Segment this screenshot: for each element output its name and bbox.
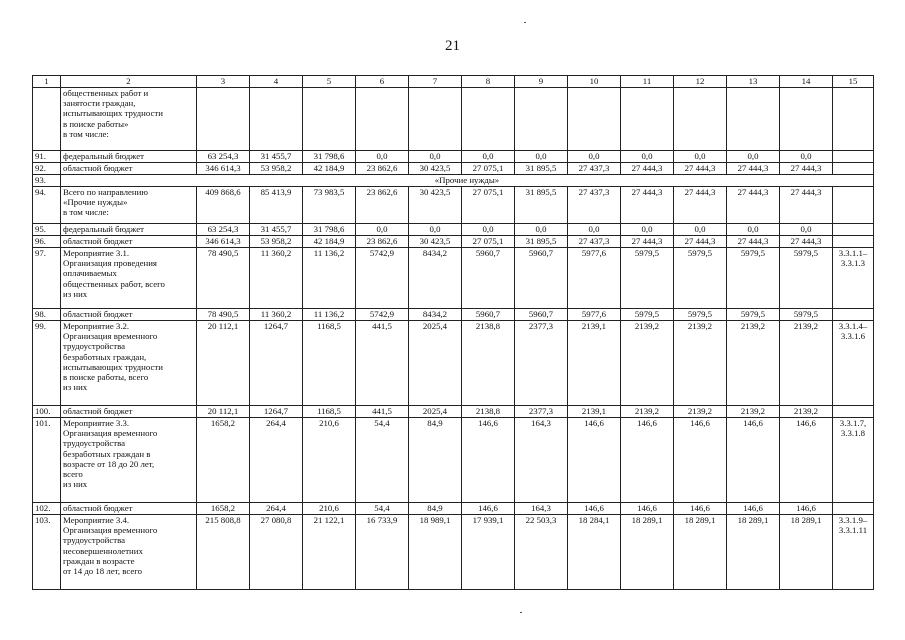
value-cell: 346 614,3 bbox=[197, 236, 250, 248]
value-cell bbox=[568, 88, 621, 151]
value-cell: 264,4 bbox=[250, 418, 303, 503]
value-cell: 5979,5 bbox=[621, 248, 674, 309]
value-cell: 5979,5 bbox=[621, 309, 674, 321]
value-cell: 2025,4 bbox=[409, 406, 462, 418]
value-cell: 2138,8 bbox=[462, 406, 515, 418]
value-cell: 146,6 bbox=[462, 503, 515, 515]
reference-cell bbox=[833, 406, 874, 418]
value-cell: 20 112,1 bbox=[197, 406, 250, 418]
value-cell: 2139,2 bbox=[727, 406, 780, 418]
row-name: областной бюджет bbox=[61, 309, 197, 321]
value-cell bbox=[250, 88, 303, 151]
column-header: 3 bbox=[197, 76, 250, 88]
value-cell: 53 958,2 bbox=[250, 163, 303, 175]
value-cell: 23 862,6 bbox=[356, 163, 409, 175]
value-cell: 27 444,3 bbox=[727, 187, 780, 224]
value-cell: 2139,2 bbox=[780, 321, 833, 406]
value-cell bbox=[197, 88, 250, 151]
value-cell: 210,6 bbox=[303, 503, 356, 515]
row-number: 96. bbox=[33, 236, 61, 248]
value-cell: 27 075,1 bbox=[462, 236, 515, 248]
value-cell: 11 136,2 bbox=[303, 309, 356, 321]
value-cell: 146,6 bbox=[621, 418, 674, 503]
reference-cell bbox=[833, 163, 874, 175]
row-name: федеральный бюджет bbox=[61, 151, 197, 163]
row-number: 97. bbox=[33, 248, 61, 309]
row-number: 103. bbox=[33, 515, 61, 590]
value-cell: 2025,4 bbox=[409, 321, 462, 406]
column-header: 12 bbox=[674, 76, 727, 88]
value-cell: 441,5 bbox=[356, 406, 409, 418]
column-header: 2 bbox=[61, 76, 197, 88]
value-cell: 5742,9 bbox=[356, 248, 409, 309]
value-cell: 2138,8 bbox=[462, 321, 515, 406]
value-cell: 5979,5 bbox=[727, 309, 780, 321]
reference-cell: 3.3.1.7, 3.3.1.8 bbox=[833, 418, 874, 503]
value-cell: 27 437,3 bbox=[568, 236, 621, 248]
value-cell: 0,0 bbox=[780, 224, 833, 236]
value-cell: 146,6 bbox=[780, 503, 833, 515]
value-cell bbox=[303, 88, 356, 151]
value-cell bbox=[621, 88, 674, 151]
row-number: 99. bbox=[33, 321, 61, 406]
scan-speck bbox=[524, 22, 526, 23]
table-row bbox=[33, 406, 874, 418]
value-cell: 18 289,1 bbox=[727, 515, 780, 590]
column-header: 4 bbox=[250, 76, 303, 88]
column-header: 7 bbox=[409, 76, 462, 88]
value-cell bbox=[515, 88, 568, 151]
value-cell: 164,3 bbox=[515, 503, 568, 515]
value-cell: 5960,7 bbox=[462, 309, 515, 321]
value-cell: 54,4 bbox=[356, 418, 409, 503]
value-cell: 27 444,3 bbox=[780, 163, 833, 175]
value-cell: 2139,2 bbox=[780, 406, 833, 418]
value-cell: 27 444,3 bbox=[780, 187, 833, 224]
table-row bbox=[33, 503, 874, 515]
value-cell: 27 444,3 bbox=[780, 236, 833, 248]
value-cell: 0,0 bbox=[674, 151, 727, 163]
value-cell: 5960,7 bbox=[515, 248, 568, 309]
value-cell: 18 989,1 bbox=[409, 515, 462, 590]
value-cell: 27 080,8 bbox=[250, 515, 303, 590]
value-cell: 11 136,2 bbox=[303, 248, 356, 309]
value-cell: 0,0 bbox=[621, 151, 674, 163]
value-cell: 0,0 bbox=[780, 151, 833, 163]
value-cell: 146,6 bbox=[674, 418, 727, 503]
value-cell: 0,0 bbox=[409, 151, 462, 163]
value-cell: 164,3 bbox=[515, 418, 568, 503]
column-header: 5 bbox=[303, 76, 356, 88]
value-cell: 78 490,5 bbox=[197, 309, 250, 321]
reference-cell: 3.3.1.1– 3.3.1.3 bbox=[833, 248, 874, 309]
value-cell: 27 444,3 bbox=[621, 163, 674, 175]
page-number: 21 bbox=[445, 38, 460, 54]
value-cell: 5979,5 bbox=[674, 309, 727, 321]
value-cell: 54,4 bbox=[356, 503, 409, 515]
value-cell: 20 112,1 bbox=[197, 321, 250, 406]
value-cell: 0,0 bbox=[409, 224, 462, 236]
value-cell: 27 444,3 bbox=[674, 163, 727, 175]
value-cell: 2377,3 bbox=[515, 406, 568, 418]
reference-cell bbox=[833, 151, 874, 163]
table-row bbox=[33, 88, 874, 151]
value-cell: 21 122,1 bbox=[303, 515, 356, 590]
value-cell: 8434,2 bbox=[409, 309, 462, 321]
column-header: 15 bbox=[833, 76, 874, 88]
table-row bbox=[33, 321, 874, 406]
column-header: 13 bbox=[727, 76, 780, 88]
row-number: 93. bbox=[33, 175, 61, 187]
row-name: Мероприятие 3.3. Организация временного трудоустройства безработных граждан в возрасте от 18 до 20 лет, всего из них bbox=[61, 418, 197, 503]
value-cell: 42 184,9 bbox=[303, 236, 356, 248]
value-cell: 5979,5 bbox=[727, 248, 780, 309]
value-cell: 0,0 bbox=[568, 224, 621, 236]
row-number: 102. bbox=[33, 503, 61, 515]
value-cell: 78 490,5 bbox=[197, 248, 250, 309]
value-cell: 0,0 bbox=[727, 224, 780, 236]
value-cell: 31 895,5 bbox=[515, 236, 568, 248]
value-cell: 5977,6 bbox=[568, 309, 621, 321]
value-cell: 215 808,8 bbox=[197, 515, 250, 590]
reference-cell bbox=[833, 236, 874, 248]
value-cell: 0,0 bbox=[462, 224, 515, 236]
value-cell: 1658,2 bbox=[197, 418, 250, 503]
row-name: областной бюджет bbox=[61, 503, 197, 515]
value-cell: 27 437,3 bbox=[568, 187, 621, 224]
row-number bbox=[33, 88, 61, 151]
table-row bbox=[33, 418, 874, 503]
value-cell: 146,6 bbox=[727, 418, 780, 503]
value-cell: 31 455,7 bbox=[250, 151, 303, 163]
reference-cell bbox=[833, 309, 874, 321]
value-cell: 31 798,6 bbox=[303, 224, 356, 236]
value-cell: 264,4 bbox=[250, 503, 303, 515]
value-cell: 210,6 bbox=[303, 418, 356, 503]
value-cell: 22 503,3 bbox=[515, 515, 568, 590]
value-cell: 31 895,5 bbox=[515, 163, 568, 175]
value-cell: 1168,5 bbox=[303, 406, 356, 418]
table-header-row bbox=[33, 76, 874, 88]
row-number: 92. bbox=[33, 163, 61, 175]
value-cell: 2139,2 bbox=[621, 406, 674, 418]
row-number: 101. bbox=[33, 418, 61, 503]
value-cell: 27 444,3 bbox=[727, 163, 780, 175]
value-cell: 5742,9 bbox=[356, 309, 409, 321]
value-cell: 30 423,5 bbox=[409, 236, 462, 248]
row-name: Мероприятие 3.1. Организация проведения оплачиваемых общественных работ, всего из них bbox=[61, 248, 197, 309]
row-number: 95. bbox=[33, 224, 61, 236]
value-cell: 0,0 bbox=[356, 151, 409, 163]
row-name: общественных работ и занятости граждан, испытывающих трудности в поиске работы» в том числе: bbox=[61, 88, 197, 151]
value-cell: 27 444,3 bbox=[674, 236, 727, 248]
value-cell: 11 360,2 bbox=[250, 309, 303, 321]
row-name: Мероприятие 3.4. Организация временного трудоустройства несовершеннолетних граждан в возрасте от 14 до 18 лет, всего bbox=[61, 515, 197, 590]
section-title: «Прочие нужды» bbox=[61, 175, 874, 187]
column-header: 10 bbox=[568, 76, 621, 88]
value-cell: 53 958,2 bbox=[250, 236, 303, 248]
column-header: 8 bbox=[462, 76, 515, 88]
value-cell: 2139,2 bbox=[674, 321, 727, 406]
row-name: областной бюджет bbox=[61, 406, 197, 418]
value-cell: 146,6 bbox=[621, 503, 674, 515]
value-cell: 31 455,7 bbox=[250, 224, 303, 236]
value-cell: 27 444,3 bbox=[674, 187, 727, 224]
value-cell: 1658,2 bbox=[197, 503, 250, 515]
value-cell: 18 284,1 bbox=[568, 515, 621, 590]
column-header: 14 bbox=[780, 76, 833, 88]
value-cell: 0,0 bbox=[462, 151, 515, 163]
value-cell bbox=[780, 88, 833, 151]
value-cell: 27 444,3 bbox=[621, 187, 674, 224]
value-cell: 31 798,6 bbox=[303, 151, 356, 163]
value-cell: 0,0 bbox=[621, 224, 674, 236]
value-cell: 63 254,3 bbox=[197, 224, 250, 236]
value-cell: 23 862,6 bbox=[356, 236, 409, 248]
value-cell bbox=[674, 88, 727, 151]
value-cell: 84,9 bbox=[409, 503, 462, 515]
reference-cell: 3.3.1.4– 3.3.1.6 bbox=[833, 321, 874, 406]
value-cell: 27 437,3 bbox=[568, 163, 621, 175]
value-cell bbox=[356, 88, 409, 151]
value-cell: 17 939,1 bbox=[462, 515, 515, 590]
value-cell bbox=[462, 88, 515, 151]
value-cell: 146,6 bbox=[568, 503, 621, 515]
row-name: Мероприятие 3.2. Организация временного трудоустройства безработных граждан, испытывающих трудности в поиске работы, всего из них bbox=[61, 321, 197, 406]
value-cell: 441,5 bbox=[356, 321, 409, 406]
value-cell: 2377,3 bbox=[515, 321, 568, 406]
column-header: 1 bbox=[33, 76, 61, 88]
column-header: 6 bbox=[356, 76, 409, 88]
table-row bbox=[33, 151, 874, 163]
value-cell: 18 289,1 bbox=[780, 515, 833, 590]
table-row bbox=[33, 248, 874, 309]
value-cell: 31 895,5 bbox=[515, 187, 568, 224]
value-cell: 27 444,3 bbox=[621, 236, 674, 248]
row-name: областной бюджет bbox=[61, 163, 197, 175]
value-cell: 146,6 bbox=[674, 503, 727, 515]
value-cell: 1264,7 bbox=[250, 406, 303, 418]
row-number: 98. bbox=[33, 309, 61, 321]
value-cell: 16 733,9 bbox=[356, 515, 409, 590]
value-cell: 18 289,1 bbox=[674, 515, 727, 590]
value-cell: 27 444,3 bbox=[727, 236, 780, 248]
value-cell: 30 423,5 bbox=[409, 163, 462, 175]
row-number: 91. bbox=[33, 151, 61, 163]
value-cell: 146,6 bbox=[727, 503, 780, 515]
value-cell: 2139,1 bbox=[568, 406, 621, 418]
reference-cell bbox=[833, 224, 874, 236]
table-row bbox=[33, 187, 874, 224]
table-row bbox=[33, 515, 874, 590]
column-header: 9 bbox=[515, 76, 568, 88]
reference-cell: 3.3.1.9– 3.3.1.11 bbox=[833, 515, 874, 590]
budget-table bbox=[32, 75, 874, 590]
value-cell: 0,0 bbox=[727, 151, 780, 163]
table-row bbox=[33, 163, 874, 175]
reference-cell bbox=[833, 503, 874, 515]
value-cell: 2139,2 bbox=[674, 406, 727, 418]
row-number: 100. bbox=[33, 406, 61, 418]
table-row bbox=[33, 175, 874, 187]
column-header: 11 bbox=[621, 76, 674, 88]
value-cell: 5960,7 bbox=[515, 309, 568, 321]
row-name: федеральный бюджет bbox=[61, 224, 197, 236]
value-cell: 409 868,6 bbox=[197, 187, 250, 224]
value-cell: 18 289,1 bbox=[621, 515, 674, 590]
value-cell: 146,6 bbox=[780, 418, 833, 503]
value-cell: 5960,7 bbox=[462, 248, 515, 309]
value-cell: 84,9 bbox=[409, 418, 462, 503]
value-cell: 27 075,1 bbox=[462, 187, 515, 224]
reference-cell bbox=[833, 187, 874, 224]
value-cell: 0,0 bbox=[515, 151, 568, 163]
value-cell bbox=[727, 88, 780, 151]
value-cell: 0,0 bbox=[356, 224, 409, 236]
value-cell: 30 423,5 bbox=[409, 187, 462, 224]
value-cell: 63 254,3 bbox=[197, 151, 250, 163]
value-cell: 0,0 bbox=[515, 224, 568, 236]
row-name: Всего по направлению «Прочие нужды» в том числе: bbox=[61, 187, 197, 224]
value-cell: 5979,5 bbox=[780, 309, 833, 321]
value-cell: 146,6 bbox=[568, 418, 621, 503]
value-cell: 346 614,3 bbox=[197, 163, 250, 175]
value-cell: 146,6 bbox=[462, 418, 515, 503]
value-cell: 0,0 bbox=[674, 224, 727, 236]
value-cell: 42 184,9 bbox=[303, 163, 356, 175]
value-cell bbox=[409, 88, 462, 151]
row-number: 94. bbox=[33, 187, 61, 224]
value-cell: 0,0 bbox=[568, 151, 621, 163]
value-cell: 2139,2 bbox=[621, 321, 674, 406]
value-cell: 5979,5 bbox=[780, 248, 833, 309]
value-cell: 73 983,5 bbox=[303, 187, 356, 224]
value-cell: 2139,1 bbox=[568, 321, 621, 406]
value-cell: 11 360,2 bbox=[250, 248, 303, 309]
row-name: областной бюджет bbox=[61, 236, 197, 248]
value-cell: 1168,5 bbox=[303, 321, 356, 406]
value-cell: 23 862,6 bbox=[356, 187, 409, 224]
value-cell: 2139,2 bbox=[727, 321, 780, 406]
scan-speck bbox=[520, 612, 522, 613]
value-cell: 1264,7 bbox=[250, 321, 303, 406]
value-cell: 5979,5 bbox=[674, 248, 727, 309]
value-cell: 8434,2 bbox=[409, 248, 462, 309]
value-cell: 5977,6 bbox=[568, 248, 621, 309]
value-cell: 85 413,9 bbox=[250, 187, 303, 224]
value-cell: 27 075,1 bbox=[462, 163, 515, 175]
reference-cell bbox=[833, 88, 874, 151]
table-row bbox=[33, 224, 874, 236]
table-row bbox=[33, 236, 874, 248]
table-row bbox=[33, 309, 874, 321]
